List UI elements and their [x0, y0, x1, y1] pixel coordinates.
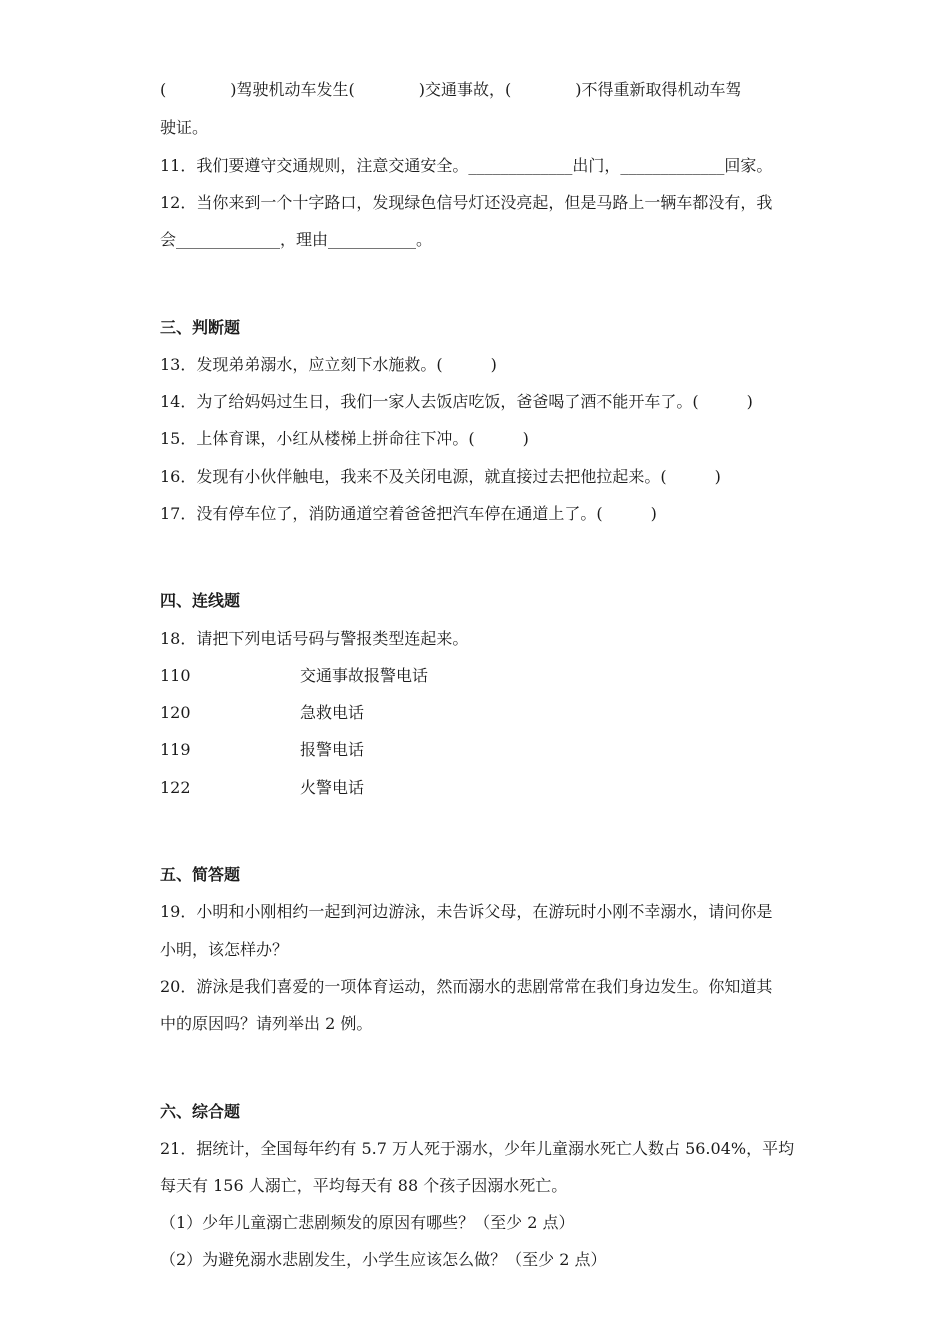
question-21-line-1: 21．据统计，全国每年约有 5.7 万人死于溺水，少年儿童溺水死亡人数占 56.04%，平均: [160, 1139, 795, 1158]
question-14: 14．为了给妈妈过生日，我们一家人去饭店吃饭，爸爸喝了酒不能开车了。( ): [160, 392, 753, 411]
question-21-sub-2: （2）为避免溺水悲剧发生，小学生应该怎么做？（至少 2 点）: [160, 1250, 607, 1269]
question-21-line-2: 每天有 156 人溺亡，平均每天有 88 个孩子因溺水死亡。: [160, 1176, 568, 1195]
question-12-line-2: 会_____________，理由___________。: [160, 230, 433, 249]
alarm-type-traffic: 交通事故报警电话: [300, 666, 429, 685]
question-19-line-2: 小明，该怎样办？: [160, 940, 289, 959]
phone-number-120: 120: [160, 703, 191, 722]
section-3-heading: 三、判断题: [160, 318, 241, 337]
phone-number-110: 110: [160, 666, 191, 685]
alarm-type-police: 报警电话: [300, 740, 365, 759]
question-11: 11．我们要遵守交通规则，注意交通安全。_____________出门，_____________回家。: [160, 156, 773, 175]
question-12-line-1: 12．当你来到一个十字路口，发现绿色信号灯还没亮起，但是马路上一辆车都没有，我: [160, 193, 773, 212]
phone-number-119: 119: [160, 740, 191, 759]
question-21-sub-1: （1）少年儿童溺亡悲剧频发的原因有哪些？（至少 2 点）: [160, 1213, 575, 1232]
question-10-line-1: ( )驾驶机动车发生( )交通事故，( )不得重新取得机动车驾: [160, 80, 742, 99]
question-17: 17．没有停车位了，消防通道空着爸爸把汽车停在通道上了。( ): [160, 504, 657, 523]
question-20-line-2: 中的原因吗？请列举出 2 例。: [160, 1014, 373, 1033]
question-18: 18．请把下列电话号码与警报类型连起来。: [160, 629, 469, 648]
alarm-type-fire: 火警电话: [300, 778, 365, 797]
section-5-heading: 五、简答题: [160, 865, 241, 884]
section-6-heading: 六、综合题: [160, 1102, 241, 1121]
question-20-line-1: 20．游泳是我们喜爱的一项体育运动，然而溺水的悲剧常常在我们身边发生。你知道其: [160, 977, 773, 996]
question-10-line-2: 驶证。: [160, 118, 209, 137]
question-15: 15．上体育课，小红从楼梯上拼命往下冲。( ): [160, 429, 529, 448]
question-13: 13．发现弟弟溺水，应立刻下水施救。( ): [160, 355, 497, 374]
section-4-heading: 四、连线题: [160, 591, 241, 610]
alarm-type-first-aid: 急救电话: [300, 703, 365, 722]
question-19-line-1: 19．小明和小刚相约一起到河边游泳，未告诉父母，在游玩时小刚不幸溺水，请问你是: [160, 902, 773, 921]
question-16: 16．发现有小伙伴触电，我来不及关闭电源，就直接过去把他拉起来。( ): [160, 467, 721, 486]
phone-number-122: 122: [160, 778, 191, 797]
